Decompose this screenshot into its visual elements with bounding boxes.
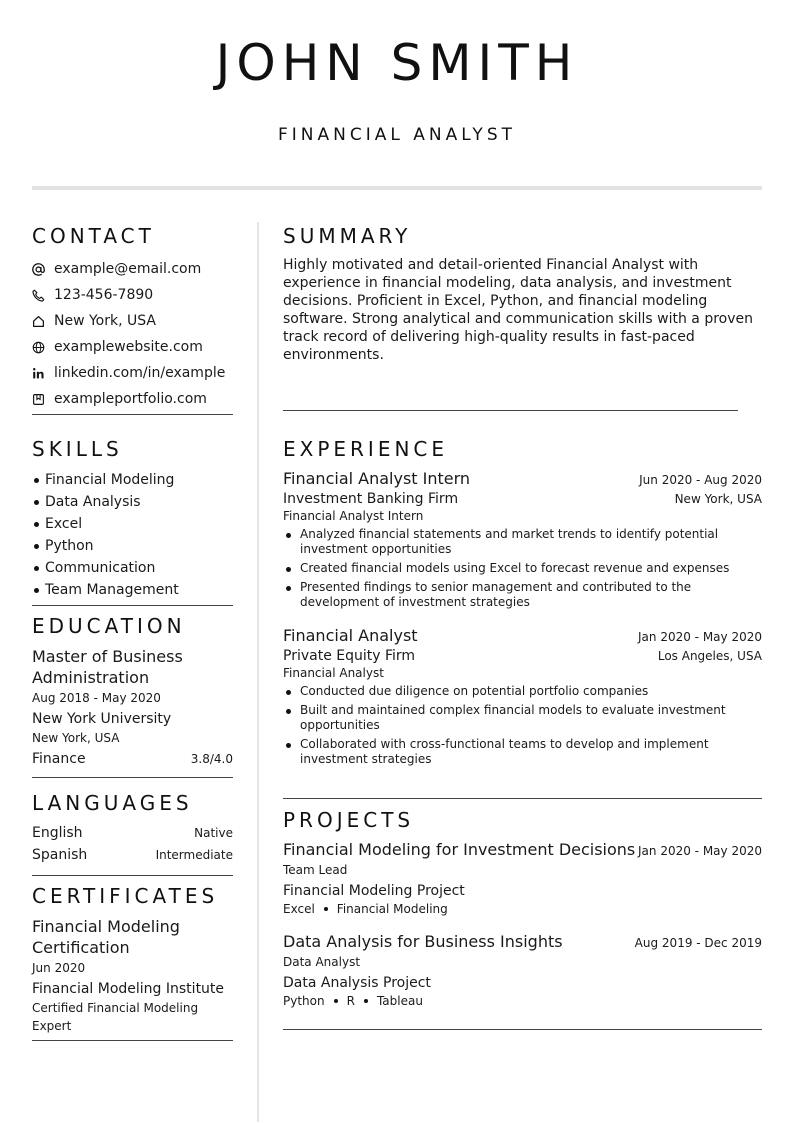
globe-icon [32,341,54,354]
job-bullets [283,527,762,610]
summary-divider [283,410,738,411]
contact-section [32,224,233,415]
job-bullet: Built and maintained complex financial models to evaluate investment opportunities [283,703,762,733]
skill-label: Excel [45,516,83,532]
job-bullets [283,684,762,767]
experience-section [283,437,762,771]
languages-section [32,791,233,876]
education-school: New York University [32,711,172,727]
certificates-section [32,884,233,1041]
job-bullet: Analyzed financial statements and market trends to identify potential investment opportunities [283,527,762,557]
project-title: Data Analysis for Business Insights [283,932,563,951]
candidate-name: JOHN SMITH [215,34,579,92]
job-bullet: Presented findings to senior management and contributed to the development of investment strategies [283,580,762,610]
project-type: Financial Modeling Project [283,883,465,899]
skills-title: SKILLS [32,437,123,461]
skill-item [32,491,233,513]
project-dates: Jan 2020 - May 2020 [638,844,762,858]
skill-item [32,579,233,601]
language-level: Native [194,826,233,840]
candidate-role: FINANCIAL ANALYST [278,125,516,145]
phone-icon [32,289,54,302]
skill-item [32,469,233,491]
language-level: Intermediate [155,848,233,862]
linkedin-icon [32,367,54,380]
job-company-row [283,491,762,507]
job-title: Financial Analyst Intern [283,469,471,488]
contact-portfolio-text: exampleportfolio.com [54,391,207,407]
job-title: Financial Analyst [283,626,418,645]
project-entry [283,932,762,1008]
job-location: Los Angeles, USA [657,649,762,663]
project-tag: Financial Modeling [336,902,448,916]
certificate-issuer: Financial Modeling Institute [32,981,225,997]
contact-website[interactable] [32,334,233,360]
education-dates: Aug 2018 - May 2020 [32,691,161,705]
contact-divider [32,414,233,415]
job-entry [283,469,762,610]
contact-portfolio[interactable] [32,386,233,412]
skill-item [32,557,233,579]
contact-location-text: New York, USA [54,313,156,329]
project-header [283,840,762,859]
job-bullet: Conducted due diligence on potential portfolio companies [283,684,762,699]
project-tag: Python [283,994,325,1008]
bullet-icon [334,999,338,1003]
skill-item [32,535,233,557]
project-role: Team Lead [283,863,348,877]
job-bullet: Created financial models using Excel to forecast revenue and expenses [283,561,762,576]
job-entry [283,626,762,767]
job-subtitle: Financial Analyst Intern [283,509,424,523]
projects-title: PROJECTS [283,808,415,832]
at-icon [32,263,54,276]
skill-label: Financial Modeling [45,472,175,488]
skill-label: Team Management [45,582,179,598]
summary-text: Highly motivated and detail-oriented Financial Analyst with experience in financial modeling, data analysis, and investment decisions. Proficient in Excel, Python, and financial modeling software. Strong analytical and communication skills with a proven track record of delivering high-quality results in fast-paced environments. [283,257,753,363]
project-entry [283,840,762,916]
bullet-icon [34,544,39,549]
experience-title: EXPERIENCE [283,437,449,461]
skills-divider [32,605,233,606]
bullet-icon [34,500,39,505]
project-role: Data Analyst [283,955,361,969]
job-bullet: Collaborated with cross-functional teams to develop and implement investment strategies [283,737,762,767]
education-location: New York, USA [32,731,120,745]
languages-title: LANGUAGES [32,791,193,815]
job-company: Private Equity Firm [283,648,416,664]
education-degree: Master of Business Administration [32,647,183,687]
summary-section [283,224,762,364]
certificate-date: Jun 2020 [32,961,86,975]
portfolio-icon [32,393,54,406]
project-tag: Tableau [376,994,423,1008]
project-title: Financial Modeling for Investment Decisions [283,840,636,859]
job-header [283,469,762,488]
certificate-name: Financial Modeling Certification [32,917,180,957]
contact-linkedin[interactable] [32,360,233,386]
header-divider [32,186,762,190]
job-company: Investment Banking Firm [283,491,459,507]
bullet-icon [34,478,39,483]
bullet-icon [34,588,39,593]
home-icon [32,315,54,328]
contact-title: CONTACT [32,224,155,248]
job-subtitle: Financial Analyst [283,666,384,680]
language-row [32,845,233,867]
project-tags [283,994,762,1008]
projects-divider [283,1029,762,1030]
job-company-row [283,648,762,664]
language-name: Spanish [32,847,88,863]
contact-email-text: example@email.com [54,261,202,277]
column-divider [257,222,259,1122]
skill-label: Communication [45,560,156,576]
education-field-row [32,749,233,769]
education-section [32,614,233,778]
project-header [283,932,762,951]
education-field: Finance [32,751,86,767]
skill-label: Python [45,538,94,554]
job-dates: Jan 2020 - May 2020 [638,630,762,644]
education-divider [32,777,233,778]
contact-location [32,308,233,334]
project-tags [283,902,762,916]
language-name: English [32,825,83,841]
experience-divider [283,798,762,799]
bullet-icon [364,999,368,1003]
summary-title: SUMMARY [283,224,412,248]
contact-phone[interactable] [32,282,233,308]
education-title: EDUCATION [32,614,186,638]
bullet-icon [324,907,328,911]
contact-website-text: examplewebsite.com [54,339,203,355]
certificate-credential: Certified Financial Modeling Expert [32,1001,199,1033]
contact-email[interactable] [32,256,233,282]
contact-phone-text: 123-456-7890 [54,287,154,303]
certificates-title: CERTIFICATES [32,884,219,908]
contact-linkedin-text: linkedin.com/in/example [54,365,226,381]
languages-divider [32,875,233,876]
language-row [32,823,233,845]
project-type: Data Analysis Project [283,975,431,991]
skill-label: Data Analysis [45,494,141,510]
skills-section [32,437,233,606]
project-dates: Aug 2019 - Dec 2019 [634,936,762,950]
education-gpa: 3.8/4.0 [190,752,233,766]
bullet-icon [34,566,39,571]
project-tag: Excel [283,902,315,916]
projects-section [283,808,762,1008]
certificates-divider [32,1040,233,1041]
job-header [283,626,762,645]
skill-item [32,513,233,535]
bullet-icon [34,522,39,527]
job-dates: Jun 2020 - Aug 2020 [639,473,762,487]
job-location: New York, USA [674,492,762,506]
project-tag: R [346,994,355,1008]
